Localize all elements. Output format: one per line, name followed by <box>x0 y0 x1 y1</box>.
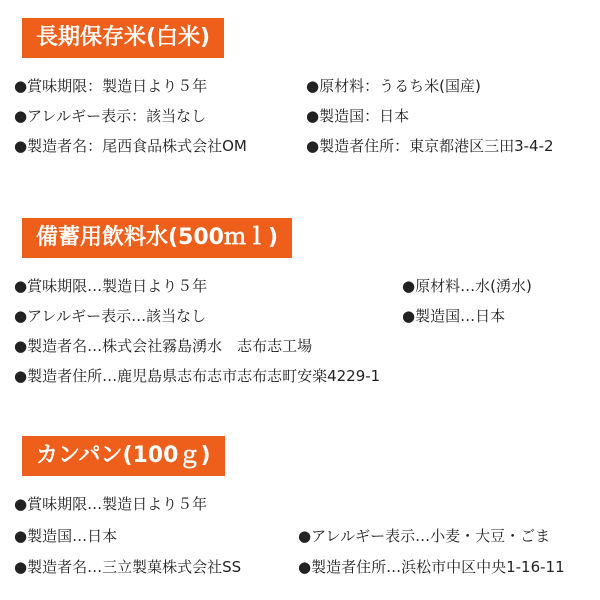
info-allergy: ●アレルギー表示…小麦・大豆・ごま <box>298 527 551 545</box>
info-allergy: ●アレルギー表示…該当なし <box>14 307 207 325</box>
info-expiry: ●賞味期限：製造日より５年 <box>14 77 208 95</box>
info-maker: ●製造者名…株式会社霧島湧水 志布志工場 <box>14 337 313 355</box>
info-maker-address: ●製造者住所…鹿児島県志布志市志布志町安楽4229-1 <box>14 367 381 385</box>
info-maker-address: ●製造者住所：東京都港区三田3-4-2 <box>306 137 554 155</box>
info-country: ●製造国…日本 <box>402 307 506 325</box>
section-title-rice: 長期保存米(白米) <box>22 18 224 58</box>
info-maker: ●製造者名…三立製菓株式会社SS <box>14 558 242 576</box>
info-ingredients: ●原材料：うるち米(国産) <box>306 77 481 95</box>
info-ingredients: ●原材料…水(湧水) <box>402 277 532 295</box>
info-country: ●製造国…日本 <box>14 527 118 545</box>
info-expiry: ●賞味期限…製造日より５年 <box>14 277 208 295</box>
info-maker-address: ●製造者住所…浜松市中区中央1-16-11 <box>298 558 565 576</box>
info-allergy: ●アレルギー表示：該当なし <box>14 107 207 125</box>
info-country: ●製造国：日本 <box>306 107 410 125</box>
section-title-hardtack: カンパン(100ｇ) <box>22 436 225 476</box>
section-title-water: 備蓄用飲料水(500ｍｌ) <box>22 218 292 258</box>
info-expiry: ●賞味期限…製造日より５年 <box>14 495 208 513</box>
info-maker: ●製造者名：尾西食品株式会社OM <box>14 137 247 155</box>
